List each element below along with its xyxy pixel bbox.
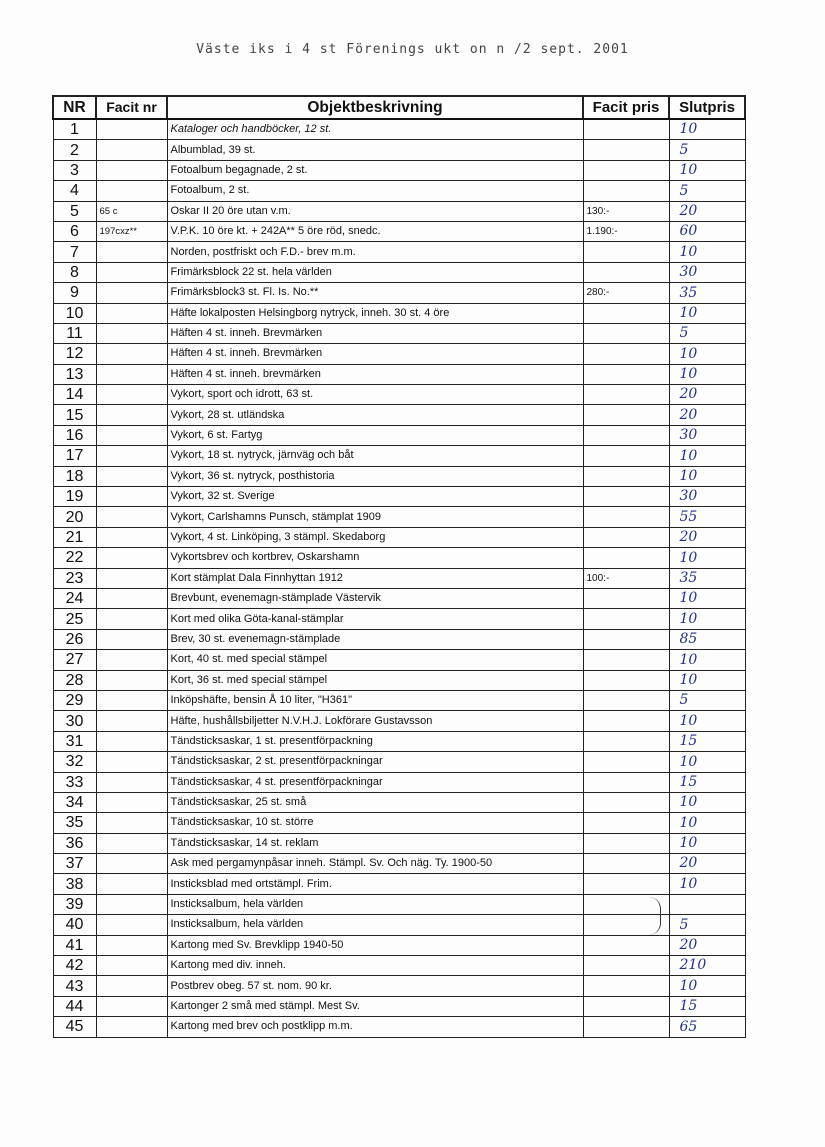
- row-slutpris: 10: [669, 588, 745, 608]
- table-row: [53, 487, 745, 507]
- row-description: Oskar II 20 öre utan v.m.: [167, 201, 583, 221]
- row-facit-nr: [96, 956, 167, 976]
- row-nr: 23: [53, 568, 96, 588]
- row-nr: 44: [53, 996, 96, 1016]
- row-description: Insticksalbum, hela världen: [167, 915, 583, 935]
- row-description: Vykort, sport och idrott, 63 st.: [167, 385, 583, 405]
- row-facit-nr: 197cxz**: [96, 221, 167, 241]
- table-row: [53, 405, 745, 425]
- row-facit-pris: [583, 731, 669, 751]
- header-nr: NR: [53, 96, 96, 119]
- row-description: Inköpshäfte, bensin Å 10 liter, "H361": [167, 690, 583, 710]
- row-nr: 2: [53, 140, 96, 160]
- row-slutpris: 10: [669, 548, 745, 568]
- row-nr: 18: [53, 466, 96, 486]
- row-description: Vykort, 6 st. Fartyg: [167, 425, 583, 445]
- row-facit-nr: [96, 670, 167, 690]
- row-nr: 3: [53, 160, 96, 180]
- row-slutpris: 10: [669, 303, 745, 323]
- header-objekt: Objektbeskrivning: [167, 96, 583, 119]
- row-facit-nr: [96, 487, 167, 507]
- row-facit-pris: [583, 752, 669, 772]
- row-facit-nr: [96, 650, 167, 670]
- row-facit-nr: [96, 609, 167, 629]
- row-description: Vykort, 36 st. nytryck, posthistoria: [167, 466, 583, 486]
- row-facit-pris: [583, 140, 669, 160]
- header-row: [53, 96, 745, 119]
- row-slutpris: 30: [669, 425, 745, 445]
- row-description: Postbrev obeg. 57 st. nom. 90 kr.: [167, 976, 583, 996]
- row-slutpris: 10: [669, 344, 745, 364]
- table-row: [53, 690, 745, 710]
- row-facit-nr: [96, 323, 167, 343]
- table-row: [53, 650, 745, 670]
- table-row: [53, 976, 745, 996]
- row-slutpris: 10: [669, 242, 745, 262]
- row-facit-pris: [583, 833, 669, 853]
- row-nr: 35: [53, 813, 96, 833]
- row-facit-pris: [583, 690, 669, 710]
- table-row: [53, 201, 745, 221]
- row-slutpris: 35: [669, 283, 745, 303]
- row-slutpris: [669, 894, 745, 914]
- row-facit-pris: [583, 629, 669, 649]
- row-facit-pris: [583, 935, 669, 955]
- table-row: [53, 323, 745, 343]
- table-row: [53, 446, 745, 466]
- table-row: [53, 935, 745, 955]
- row-nr: 16: [53, 425, 96, 445]
- row-slutpris: 10: [669, 792, 745, 812]
- row-nr: 12: [53, 344, 96, 364]
- row-facit-nr: [96, 792, 167, 812]
- row-nr: 36: [53, 833, 96, 853]
- table-row: [53, 792, 745, 812]
- row-facit-pris: [583, 588, 669, 608]
- row-slutpris: 10: [669, 976, 745, 996]
- row-description: Kartonger 2 små med stämpl. Mest Sv.: [167, 996, 583, 1016]
- row-nr: 21: [53, 527, 96, 547]
- table-row: [53, 160, 745, 180]
- row-nr: 14: [53, 385, 96, 405]
- row-nr: 4: [53, 181, 96, 201]
- row-facit-pris: [583, 548, 669, 568]
- row-nr: 26: [53, 629, 96, 649]
- row-facit-pris: [583, 996, 669, 1016]
- row-description: Vykort, Carlshamns Punsch, stämplat 1909: [167, 507, 583, 527]
- row-facit-pris: [583, 487, 669, 507]
- row-nr: 29: [53, 690, 96, 710]
- table-row: [53, 344, 745, 364]
- table-row: [53, 221, 745, 241]
- row-nr: 25: [53, 609, 96, 629]
- row-slutpris: 20: [669, 405, 745, 425]
- row-facit-nr: [96, 466, 167, 486]
- row-description: Fotoalbum begagnade, 2 st.: [167, 160, 583, 180]
- row-description: Häfte, hushållsbiljetter N.V.H.J. Lokförare Gustavsson: [167, 711, 583, 731]
- row-facit-nr: [96, 629, 167, 649]
- row-facit-nr: [96, 894, 167, 914]
- row-facit-pris: 130:-: [583, 201, 669, 221]
- row-nr: 42: [53, 956, 96, 976]
- row-facit-nr: [96, 364, 167, 384]
- row-nr: 8: [53, 262, 96, 282]
- row-facit-nr: [96, 813, 167, 833]
- row-nr: 15: [53, 405, 96, 425]
- row-facit-pris: [583, 772, 669, 792]
- table-row: [53, 303, 745, 323]
- row-nr: 33: [53, 772, 96, 792]
- row-nr: 5: [53, 201, 96, 221]
- row-slutpris: 10: [669, 813, 745, 833]
- row-description: Vykortsbrev och kortbrev, Oskarshamn: [167, 548, 583, 568]
- row-facit-nr: [96, 262, 167, 282]
- row-slutpris: 20: [669, 854, 745, 874]
- row-slutpris: 10: [669, 160, 745, 180]
- row-facit-pris: 280:-: [583, 283, 669, 303]
- row-facit-pris: [583, 405, 669, 425]
- row-facit-pris: [583, 323, 669, 343]
- row-slutpris: 10: [669, 446, 745, 466]
- row-facit-pris: [583, 813, 669, 833]
- table-row: [53, 609, 745, 629]
- row-description: Kartong med Sv. Brevklipp 1940-50: [167, 935, 583, 955]
- row-slutpris: 20: [669, 935, 745, 955]
- row-facit-pris: [583, 364, 669, 384]
- row-description: Vykort, 4 st. Linköping, 3 stämpl. Skedaborg: [167, 527, 583, 547]
- row-description: Frimärksblock 22 st. hela världen: [167, 262, 583, 282]
- row-nr: 39: [53, 894, 96, 914]
- row-facit-pris: [583, 854, 669, 874]
- row-slutpris: 20: [669, 385, 745, 405]
- row-nr: 30: [53, 711, 96, 731]
- row-slutpris: 30: [669, 262, 745, 282]
- row-facit-pris: [583, 160, 669, 180]
- row-slutpris: 10: [669, 119, 745, 140]
- row-description: Ask med pergamynpåsar inneh. Stämpl. Sv. Och näg. Ty. 1900-50: [167, 854, 583, 874]
- row-facit-pris: [583, 670, 669, 690]
- row-slutpris: 15: [669, 731, 745, 751]
- row-slutpris: 20: [669, 527, 745, 547]
- row-facit-pris: [583, 344, 669, 364]
- row-description: Häften 4 st. inneh. Brevmärken: [167, 344, 583, 364]
- row-description: V.P.K. 10 öre kt. + 242A** 5 öre röd, snedc.: [167, 221, 583, 241]
- row-description: Häften 4 st. inneh. Brevmärken: [167, 323, 583, 343]
- row-nr: 27: [53, 650, 96, 670]
- row-description: Norden, postfriskt och F.D.- brev m.m.: [167, 242, 583, 262]
- row-description: Brevbunt, evenemagn-stämplade Västervik: [167, 588, 583, 608]
- row-description: Insticksblad med ortstämpl. Frim.: [167, 874, 583, 894]
- row-slutpris: 10: [669, 609, 745, 629]
- row-facit-pris: [583, 262, 669, 282]
- row-description: Tändsticksaskar, 4 st. presentförpackningar: [167, 772, 583, 792]
- row-description: Kartong med div. inneh.: [167, 956, 583, 976]
- row-slutpris: 10: [669, 711, 745, 731]
- header-facit-nr: Facit nr: [96, 96, 167, 119]
- row-nr: 6: [53, 221, 96, 241]
- table-row: [53, 119, 745, 140]
- row-facit-nr: [96, 446, 167, 466]
- row-facit-nr: [96, 690, 167, 710]
- row-facit-nr: [96, 711, 167, 731]
- table-row: [53, 854, 745, 874]
- table-row: [53, 181, 745, 201]
- row-facit-nr: [96, 181, 167, 201]
- row-facit-pris: [583, 425, 669, 445]
- row-nr: 28: [53, 670, 96, 690]
- row-facit-nr: [96, 915, 167, 935]
- row-nr: 37: [53, 854, 96, 874]
- row-slutpris: 10: [669, 833, 745, 853]
- table-row: [53, 425, 745, 445]
- table-row: [53, 996, 745, 1016]
- row-slutpris: 85: [669, 629, 745, 649]
- row-facit-pris: [583, 527, 669, 547]
- row-slutpris: 10: [669, 466, 745, 486]
- row-facit-pris: [583, 1017, 669, 1037]
- row-slutpris: 10: [669, 364, 745, 384]
- row-facit-nr: [96, 283, 167, 303]
- row-nr: 7: [53, 242, 96, 262]
- row-facit-nr: [96, 385, 167, 405]
- table-row: [53, 711, 745, 731]
- row-facit-nr: [96, 405, 167, 425]
- row-slutpris: 5: [669, 690, 745, 710]
- row-facit-nr: [96, 425, 167, 445]
- table-row: [53, 629, 745, 649]
- table-row: [53, 568, 745, 588]
- table-row: [53, 813, 745, 833]
- row-facit-pris: [583, 303, 669, 323]
- table-row: [53, 894, 745, 914]
- table-row: [53, 731, 745, 751]
- row-facit-nr: [96, 548, 167, 568]
- row-slutpris: 10: [669, 650, 745, 670]
- row-description: Tändsticksaskar, 1 st. presentförpackning: [167, 731, 583, 751]
- row-facit-nr: [96, 1017, 167, 1037]
- row-description: Frimärksblock3 st. Fl. Is. No.**: [167, 283, 583, 303]
- row-description: Häfte lokalposten Helsingborg nytryck, inneh. 30 st. 4 öre: [167, 303, 583, 323]
- row-slutpris: 10: [669, 670, 745, 690]
- row-description: Tändsticksaskar, 25 st. små: [167, 792, 583, 812]
- table-row: [53, 833, 745, 853]
- header-slutpris: Slutpris: [669, 96, 745, 119]
- header-facit-pris: Facit pris: [583, 96, 669, 119]
- row-slutpris: 5: [669, 915, 745, 935]
- row-nr: 34: [53, 792, 96, 812]
- table-row: [53, 527, 745, 547]
- row-slutpris: 5: [669, 323, 745, 343]
- row-description: Kort, 36 st. med special stämpel: [167, 670, 583, 690]
- row-facit-pris: [583, 466, 669, 486]
- row-nr: 40: [53, 915, 96, 935]
- row-facit-nr: [96, 976, 167, 996]
- row-description: Kort med olika Göta-kanal-stämplar: [167, 609, 583, 629]
- row-facit-nr: [96, 242, 167, 262]
- row-facit-nr: [96, 772, 167, 792]
- row-facit-pris: [583, 507, 669, 527]
- row-nr: 43: [53, 976, 96, 996]
- table-row: [53, 772, 745, 792]
- row-facit-pris: [583, 181, 669, 201]
- table-row: [53, 466, 745, 486]
- row-description: Tändsticksaskar, 10 st. större: [167, 813, 583, 833]
- row-facit-nr: [96, 119, 167, 140]
- row-nr: 1: [53, 119, 96, 140]
- row-description: Kort stämplat Dala Finnhyttan 1912: [167, 568, 583, 588]
- row-slutpris: 10: [669, 874, 745, 894]
- row-nr: 24: [53, 588, 96, 608]
- auction-results-table: [52, 95, 746, 1038]
- table-row: [53, 588, 745, 608]
- row-slutpris: 5: [669, 181, 745, 201]
- row-facit-pris: [583, 976, 669, 996]
- row-description: Kartong med brev och postklipp m.m.: [167, 1017, 583, 1037]
- row-description: Insticksalbum, hela världen: [167, 894, 583, 914]
- row-nr: 13: [53, 364, 96, 384]
- row-facit-pris: [583, 956, 669, 976]
- table-row: [53, 242, 745, 262]
- row-nr: 32: [53, 752, 96, 772]
- row-description: Vykort, 18 st. nytryck, järnväg och båt: [167, 446, 583, 466]
- document-heading: Väste iks i 4 st Förenings ukt on n /2 sept. 2001: [196, 42, 629, 57]
- row-nr: 45: [53, 1017, 96, 1037]
- row-slutpris: 210: [669, 956, 745, 976]
- row-slutpris: 55: [669, 507, 745, 527]
- row-facit-nr: 65 c: [96, 201, 167, 221]
- row-nr: 17: [53, 446, 96, 466]
- row-description: Tändsticksaskar, 2 st. presentförpackningar: [167, 752, 583, 772]
- row-description: Brev, 30 st. evenemagn-stämplade: [167, 629, 583, 649]
- row-facit-nr: [96, 854, 167, 874]
- row-slutpris: 15: [669, 772, 745, 792]
- row-facit-nr: [96, 833, 167, 853]
- row-facit-pris: [583, 874, 669, 894]
- row-nr: 20: [53, 507, 96, 527]
- table-row: [53, 874, 745, 894]
- row-facit-nr: [96, 996, 167, 1016]
- row-description: Häften 4 st. inneh. brevmärken: [167, 364, 583, 384]
- row-slutpris: 60: [669, 221, 745, 241]
- row-nr: 41: [53, 935, 96, 955]
- row-slutpris: 10: [669, 752, 745, 772]
- row-slutpris: 5: [669, 140, 745, 160]
- brace-mark: [646, 897, 661, 935]
- row-nr: 10: [53, 303, 96, 323]
- table-row: [53, 385, 745, 405]
- row-facit-nr: [96, 303, 167, 323]
- row-facit-nr: [96, 588, 167, 608]
- row-facit-pris: [583, 609, 669, 629]
- row-facit-nr: [96, 568, 167, 588]
- row-slutpris: 20: [669, 201, 745, 221]
- table-row: [53, 670, 745, 690]
- row-slutpris: 35: [669, 568, 745, 588]
- row-description: Tändsticksaskar, 14 st. reklam: [167, 833, 583, 853]
- table-row: [53, 752, 745, 772]
- row-facit-nr: [96, 731, 167, 751]
- table-row: [53, 262, 745, 282]
- row-facit-pris: 100:-: [583, 568, 669, 588]
- row-facit-pris: [583, 242, 669, 262]
- row-slutpris: 15: [669, 996, 745, 1016]
- row-description: Vykort, 28 st. utländska: [167, 405, 583, 425]
- row-facit-nr: [96, 140, 167, 160]
- row-description: Albumblad, 39 st.: [167, 140, 583, 160]
- table-row: [53, 364, 745, 384]
- row-facit-pris: [583, 650, 669, 670]
- row-facit-nr: [96, 527, 167, 547]
- row-nr: 38: [53, 874, 96, 894]
- row-nr: 31: [53, 731, 96, 751]
- row-facit-pris: 1.190:-: [583, 221, 669, 241]
- row-description: Kataloger och handböcker, 12 st.: [167, 119, 583, 140]
- row-facit-pris: [583, 446, 669, 466]
- row-description: Kort, 40 st. med special stämpel: [167, 650, 583, 670]
- row-facit-nr: [96, 935, 167, 955]
- row-description: Fotoalbum, 2 st.: [167, 181, 583, 201]
- table-row: [53, 283, 745, 303]
- table-row: [53, 140, 745, 160]
- row-facit-pris: [583, 711, 669, 731]
- row-nr: 22: [53, 548, 96, 568]
- row-nr: 19: [53, 487, 96, 507]
- row-facit-pris: [583, 119, 669, 140]
- row-nr: 9: [53, 283, 96, 303]
- row-description: Vykort, 32 st. Sverige: [167, 487, 583, 507]
- row-facit-pris: [583, 385, 669, 405]
- row-slutpris: 65: [669, 1017, 745, 1037]
- table-row: [53, 1017, 745, 1037]
- table-row: [53, 507, 745, 527]
- row-facit-nr: [96, 752, 167, 772]
- row-facit-nr: [96, 344, 167, 364]
- table-row: [53, 956, 745, 976]
- table-row: [53, 548, 745, 568]
- table-row: [53, 915, 745, 935]
- row-facit-nr: [96, 507, 167, 527]
- row-facit-pris: [583, 792, 669, 812]
- row-slutpris: 30: [669, 487, 745, 507]
- row-nr: 11: [53, 323, 96, 343]
- row-facit-nr: [96, 874, 167, 894]
- row-facit-nr: [96, 160, 167, 180]
